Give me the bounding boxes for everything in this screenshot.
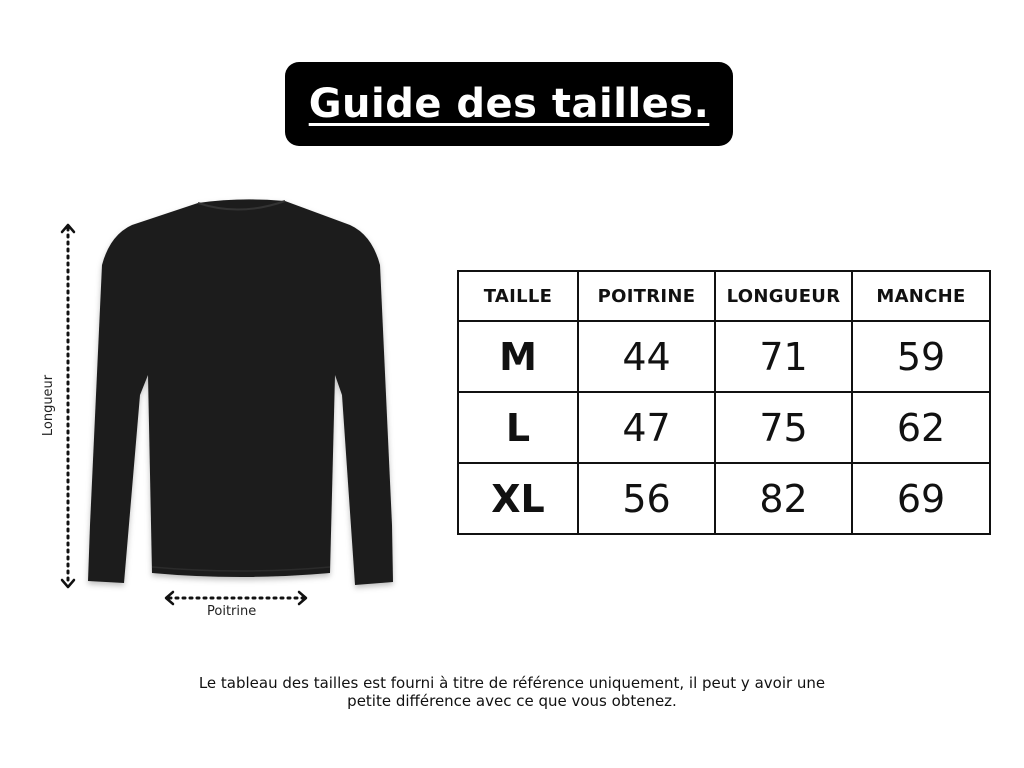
size-table [457, 270, 991, 535]
manche-cell: 69 [852, 463, 990, 534]
longueur-cell: 75 [715, 392, 852, 463]
chest-label: Poitrine [207, 604, 257, 619]
length-label: Longueur [41, 374, 57, 437]
size-cell: M [458, 321, 578, 392]
header-taille: TAILLE [458, 271, 578, 321]
title-banner [285, 62, 733, 146]
poitrine-cell: 44 [578, 321, 715, 392]
poitrine-cell: 47 [578, 392, 715, 463]
shirt-illustration [80, 195, 400, 595]
longueur-cell: 82 [715, 463, 852, 534]
size-cell: L [458, 392, 578, 463]
header-poitrine: POITRINE [578, 271, 715, 321]
manche-cell: 59 [852, 321, 990, 392]
page-title: Guide des tailles. [308, 81, 710, 127]
table-row [458, 392, 990, 463]
table-row [458, 321, 990, 392]
length-arrow [58, 222, 78, 590]
disclaimer-note [140, 674, 884, 710]
disclaimer-line-2: petite différence avec ce que vous obtenez. [347, 692, 677, 710]
table-header-row [458, 271, 990, 321]
header-longueur: LONGUEUR [715, 271, 852, 321]
disclaimer-line-1: Le tableau des tailles est fourni à titre de référence uniquement, il peut y avoir une [198, 674, 826, 692]
poitrine-cell: 56 [578, 463, 715, 534]
size-cell: XL [458, 463, 578, 534]
table-row [458, 463, 990, 534]
longueur-cell: 71 [715, 321, 852, 392]
header-manche: MANCHE [852, 271, 990, 321]
manche-cell: 62 [852, 392, 990, 463]
